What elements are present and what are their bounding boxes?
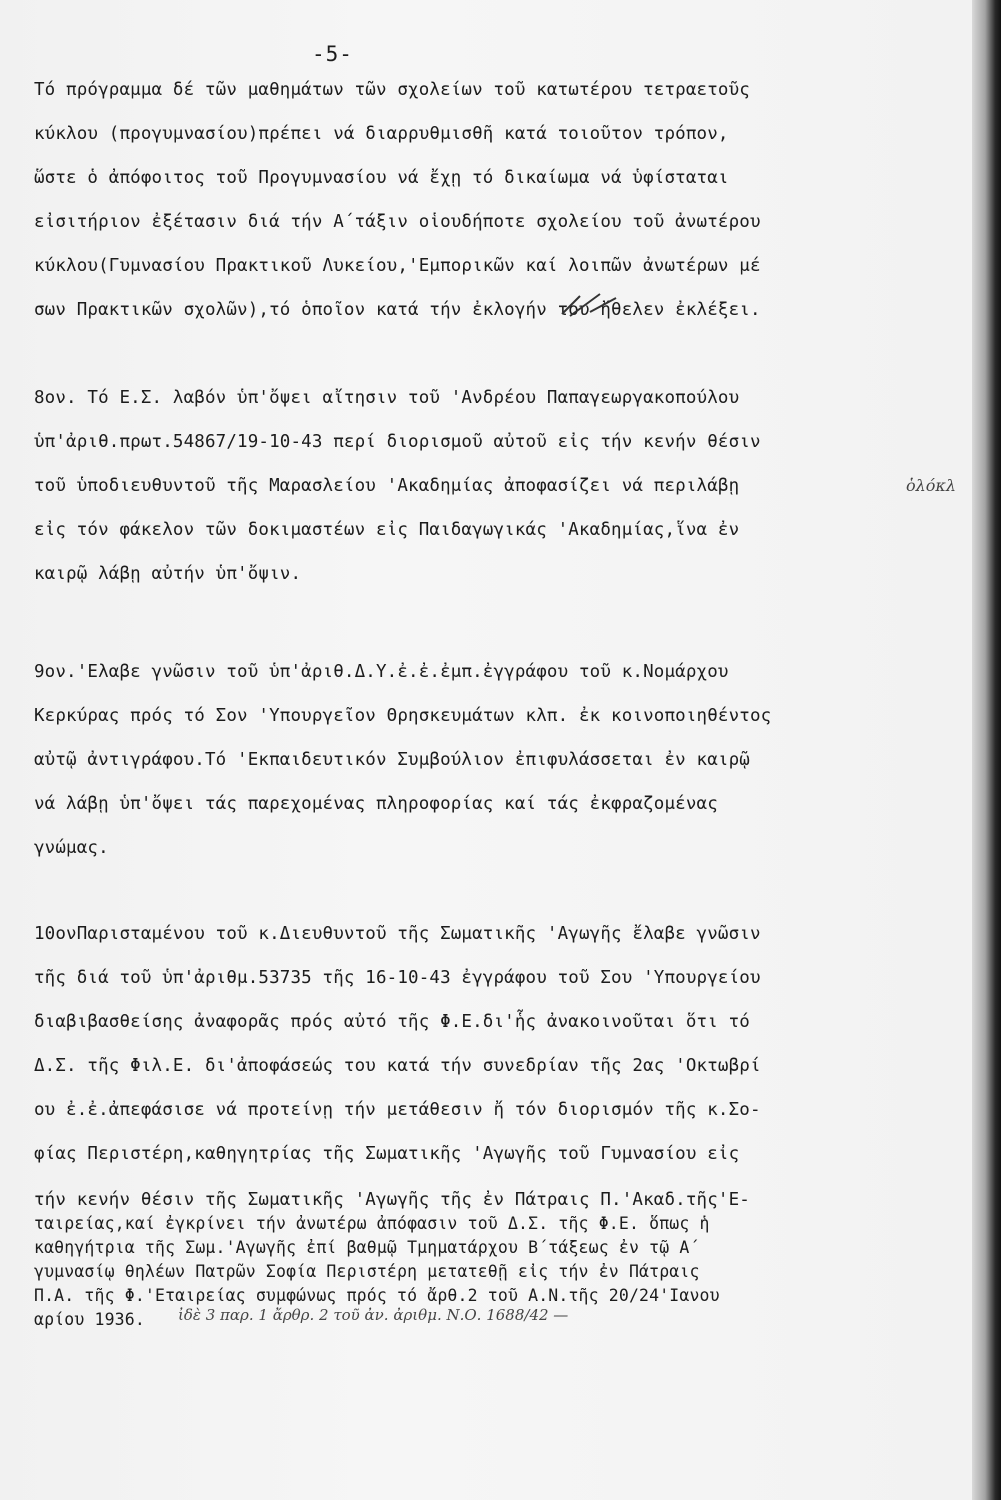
handwritten-footnote: ἰδὲ 3 παρ. 1 ἄρθρ. 2 τοῦ ἀν. ἀριθμ. Ν.Ο. 1688/42 — xyxy=(178,1306,569,1324)
text-line: κύκλου (προγυμνασίου)πρέπει νά διαρρυθμισθῆ κατά τοιοῦτον τρόπον, xyxy=(34,124,729,144)
handwritten-strikeout xyxy=(560,290,618,320)
text-line: κύκλου(Γυμνασίου Πρακτικοῦ Λυκείου,'Εμπορικῶν καί λοιπῶν ἀνωτέρων μέ xyxy=(34,256,761,276)
text-line: ταιρείας,καί ἐγκρίνει τήν ἀνωτέρω ἀπόφασιν τοῦ Δ.Σ. τῆς Φ.Ε. ὅπως ἡ xyxy=(34,1214,710,1233)
text-line: ου ἐ.ἐ.ἀπεφάσισε νά προτείνῃ τήν μετάθεσιν ἤ τόν διορισμόν τῆς κ.Σο- xyxy=(34,1100,761,1120)
text-line: διαβιβασθείσης ἀναφορᾶς πρός αὐτό τῆς Φ.Ε.δι'ἧς ἀνακοινοῦται ὅτι τό xyxy=(34,1012,750,1032)
text-line: Τό πρόγραμμα δέ τῶν μαθημάτων τῶν σχολείων τοῦ κατωτέρου τετραετοῦς xyxy=(34,80,750,100)
text-line: Κερκύρας πρός τό Σον 'Υπουργεῖον Θρησκευμάτων κλπ. ἐκ κοινοποιηθέντος xyxy=(34,706,772,726)
text-line: Δ.Σ. τῆς Φιλ.Ε. δι'ἀποφάσεώς του κατά τήν συνεδρίαν τῆς 2ας 'Οκτωβρί xyxy=(34,1056,761,1076)
book-spine-shadow xyxy=(972,0,1001,1500)
text-line: φίας Περιστέρη,καθηγητρίας τῆς Σωματικῆς 'Αγωγῆς τοῦ Γυμνασίου εἰς xyxy=(34,1144,740,1164)
handwritten-margin-note: ὁλόκλ xyxy=(906,476,957,495)
text-line: 10ονΠαρισταμένου τοῦ κ.Διευθυντοῦ τῆς Σωματικῆς 'Αγωγῆς ἔλαβε γνῶσιν xyxy=(34,924,761,944)
text-line: νά λάβῃ ὑπ'ὄψει τάς παρεχομένας πληροφορίας καί τάς ἐκφραζομένας xyxy=(34,794,718,814)
text-line: ὑπ'ἀριθ.πρωτ.54867/19-10-43 περί διορισμοῦ αὐτοῦ εἰς τήν κενήν θέσιν xyxy=(34,432,761,452)
text-line: αρίου 1936. xyxy=(34,1310,145,1329)
text-line: καιρῷ λάβῃ αὐτήν ὑπ'ὄψιν. xyxy=(34,564,302,584)
text-line: αὐτῷ ἀντιγράφου.Τό 'Εκπαιδευτικόν Συμβούλιον ἐπιφυλάσσεται ἐν καιρῷ xyxy=(34,750,750,770)
text-line: τήν κενήν θέσιν τῆς Σωματικῆς 'Αγωγῆς τῆς ἐν Πάτραις Π.'Ακαδ.τῆς'Ε- xyxy=(34,1190,750,1210)
text-line: εἰσιτήριον ἐξέτασιν διά τήν Α΄τάξιν οἱουδήποτε σχολείου τοῦ ἀνωτέρου xyxy=(34,212,761,232)
text-line: ὥστε ὁ ἀπόφοιτος τοῦ Προγυμνασίου νά ἔχῃ τό δικαίωμα νά ὑφίσταται xyxy=(34,168,729,188)
text-line: τῆς διά τοῦ ὑπ'ἀριθμ.53735 τῆς 16-10-43 ἐγγράφου τοῦ Σου 'Υπουργείου xyxy=(34,968,761,988)
text-line: σων Πρακτικῶν σχολῶν),τό ὁποῖον κατά τήν ἐκλογήν του ἤθελεν ἐκλέξει. xyxy=(34,300,761,320)
text-line: εἰς τόν φάκελον τῶν δοκιμαστέων εἰς Παιδαγωγικάς 'Ακαδημίας,ἵνα ἐν xyxy=(34,520,740,540)
text-line: 8ον. Τό Ε.Σ. λαβόν ὑπ'ὄψει αἴτησιν τοῦ 'Ανδρέου Παπαγεωργακοπούλου xyxy=(34,388,740,408)
text-line: 9ον.'Ελαβε γνῶσιν τοῦ ὑπ'ἀριθ.Δ.Υ.ἐ.ἐ.ἐμπ.ἐγγράφου τοῦ κ.Νομάρχου xyxy=(34,662,729,682)
text-line: Π.Α. τῆς Φ.'Εταιρείας συμφώνως πρός τό ἄρθ.2 τοῦ Α.Ν.τῆς 20/24'Ιανου xyxy=(34,1286,720,1305)
text-line: γνώμας. xyxy=(34,838,109,858)
text-line: καθηγήτρια τῆς Σωμ.'Αγωγῆς ἐπί βαθμῷ Τμηματάρχου Β΄τάξεως ἐν τῷ Α΄ xyxy=(34,1238,700,1257)
text-line: γυμνασίῳ θηλέων Πατρῶν Σοφία Περιστέρη μετατεθῇ εἰς τήν ἐν Πάτραις xyxy=(34,1262,700,1281)
text-line: τοῦ ὑποδιευθυντοῦ τῆς Μαρασλείου 'Ακαδημίας ἀποφασίζει νά περιλάβῃ xyxy=(34,476,740,496)
page-number: -5- xyxy=(312,42,353,66)
